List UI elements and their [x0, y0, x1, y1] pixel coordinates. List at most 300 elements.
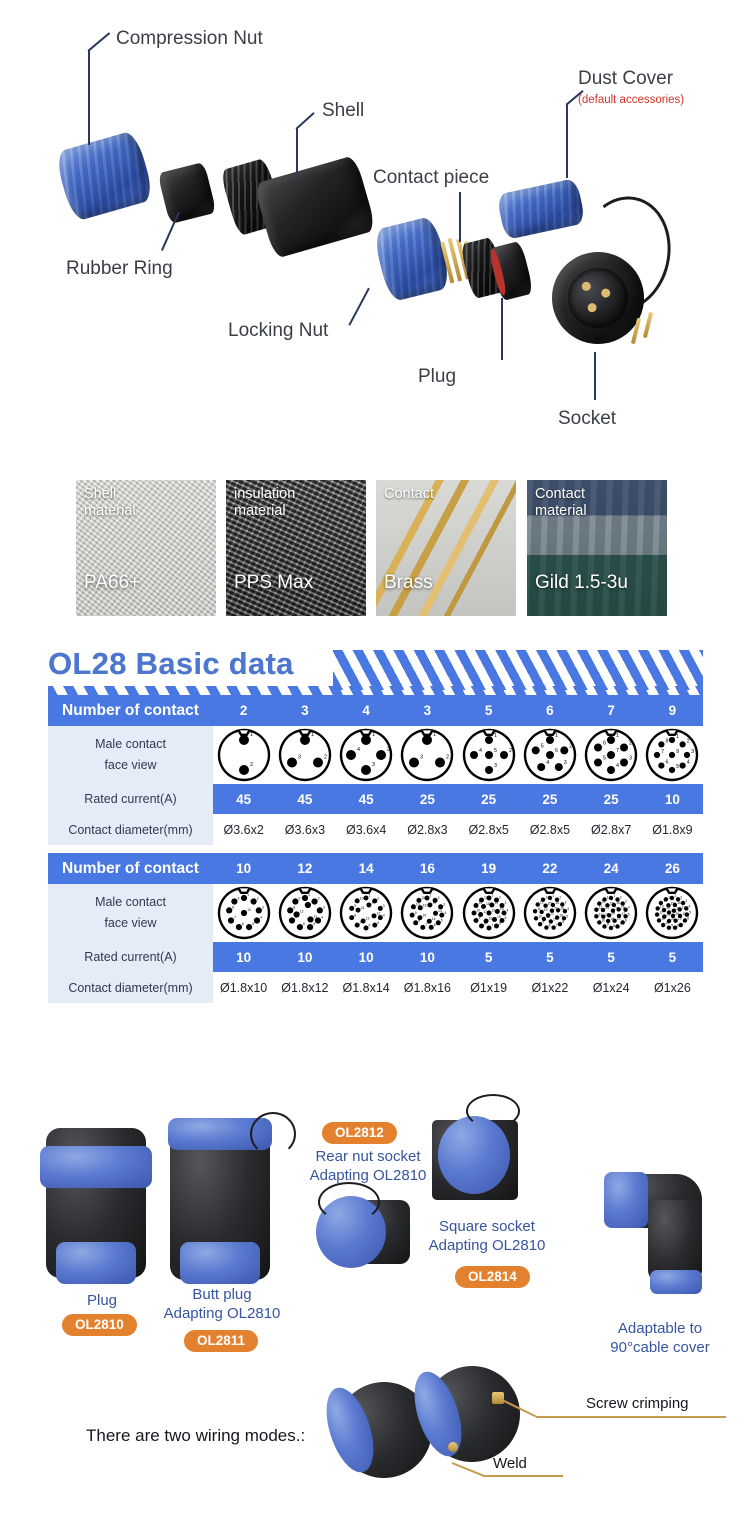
svg-text:13: 13 — [494, 900, 498, 905]
variant-image-butt-plug-tail — [180, 1242, 260, 1284]
svg-text:17: 17 — [552, 917, 557, 922]
svg-text:2: 2 — [437, 896, 440, 901]
leader-locking-nut — [348, 288, 369, 326]
svg-text:19: 19 — [678, 916, 682, 921]
svg-text:14: 14 — [606, 895, 611, 900]
cell-contact-face-diagram — [458, 884, 519, 942]
svg-text:5: 5 — [627, 912, 630, 917]
leader-screw-flat — [536, 1416, 726, 1418]
svg-text:13: 13 — [660, 904, 665, 909]
svg-text:8: 8 — [677, 923, 680, 928]
svg-text:5: 5 — [313, 922, 315, 927]
svg-text:2: 2 — [323, 754, 327, 761]
svg-text:16: 16 — [677, 901, 682, 905]
leader-dust-cover — [566, 104, 568, 178]
title-stripe-pattern — [333, 650, 703, 690]
leader-shell — [296, 128, 298, 178]
cell-rated-current: 10 — [642, 784, 703, 814]
svg-text:2: 2 — [377, 896, 380, 901]
cell-rated-current: 45 — [336, 784, 397, 814]
svg-text:9: 9 — [671, 923, 674, 928]
svg-text:6: 6 — [302, 922, 305, 927]
page-title: OL28 Basic data — [48, 646, 294, 681]
cell-rated-current: 10 — [274, 942, 335, 972]
cell-contact-diameter: Ø2.8x5 — [519, 814, 580, 845]
svg-text:3: 3 — [322, 905, 325, 910]
svg-text:3: 3 — [372, 762, 376, 768]
cell-contact-diameter: Ø1.8x10 — [213, 972, 274, 1003]
svg-text:3: 3 — [443, 902, 446, 907]
svg-text:19: 19 — [610, 917, 615, 921]
cell-contact-face-diagram — [581, 726, 642, 784]
rear-nut-lanyard — [318, 1182, 380, 1222]
svg-text:2: 2 — [559, 895, 561, 900]
svg-text:26: 26 — [671, 908, 676, 913]
svg-text:14: 14 — [554, 901, 559, 905]
svg-text:20: 20 — [671, 917, 676, 921]
cell-contact-face-diagram — [336, 884, 397, 942]
variant-label-square-socket: Square socket Adapting OL2810 — [428, 1218, 546, 1254]
svg-text:21: 21 — [553, 906, 558, 911]
svg-text:2: 2 — [629, 740, 633, 747]
svg-text:2: 2 — [687, 738, 691, 745]
svg-text:9: 9 — [478, 916, 481, 921]
svg-text:12: 12 — [598, 905, 603, 910]
svg-text:4: 4 — [506, 908, 509, 913]
svg-text:12: 12 — [376, 911, 381, 916]
svg-text:1: 1 — [552, 894, 554, 898]
material-card-shell-material — [76, 480, 216, 616]
variant-image-elbow-nut — [604, 1172, 648, 1228]
svg-text:2: 2 — [508, 748, 512, 754]
svg-text:7: 7 — [616, 748, 620, 754]
table-row-face-view — [48, 884, 703, 942]
variants-section — [0, 1090, 750, 1519]
cell-number-of-contact: 24 — [581, 853, 642, 884]
svg-text:11: 11 — [421, 896, 426, 901]
variant-image-elbow-tail — [650, 1270, 702, 1294]
svg-text:10: 10 — [246, 908, 251, 913]
svg-text:3: 3 — [563, 760, 567, 767]
svg-text:10: 10 — [359, 896, 364, 901]
svg-text:4: 4 — [616, 763, 620, 769]
svg-text:21: 21 — [605, 906, 610, 911]
svg-text:17: 17 — [621, 911, 626, 916]
svg-text:2: 2 — [446, 754, 450, 761]
svg-text:11: 11 — [478, 901, 482, 906]
cell-number-of-contact: 5 — [458, 695, 519, 726]
svg-text:13: 13 — [601, 899, 606, 904]
svg-text:18: 18 — [545, 914, 550, 919]
svg-text:6: 6 — [554, 748, 558, 754]
wiring-label-weld: Weld — [493, 1455, 527, 1472]
svg-text:4: 4 — [444, 910, 447, 915]
variant-badge-square-socket: OL2814 — [455, 1266, 530, 1288]
variant-label-butt-plug: Butt plug Adapting OL2810 — [163, 1286, 281, 1322]
svg-text:8: 8 — [231, 905, 234, 910]
svg-text:8: 8 — [548, 923, 551, 928]
svg-text:2: 2 — [387, 747, 391, 753]
svg-text:7: 7 — [425, 923, 428, 928]
svg-text:9: 9 — [676, 748, 680, 755]
svg-text:14: 14 — [663, 899, 668, 903]
basic-data-table — [48, 695, 703, 1003]
svg-text:1: 1 — [433, 732, 437, 738]
svg-text:4: 4 — [688, 904, 691, 909]
table-row-rated-current — [48, 784, 703, 814]
svg-text:10: 10 — [601, 918, 606, 923]
table-row-rated-current — [48, 942, 703, 972]
svg-text:1: 1 — [429, 893, 432, 898]
svg-text:5: 5 — [251, 922, 254, 927]
leader-shell-elbow — [295, 112, 314, 129]
svg-text:22: 22 — [666, 906, 671, 911]
svg-text:9: 9 — [354, 904, 357, 909]
svg-text:9: 9 — [298, 896, 301, 901]
svg-text:22: 22 — [550, 911, 554, 916]
cell-contact-diameter: Ø2.8x5 — [458, 814, 519, 845]
part-dust-cover — [496, 178, 586, 240]
part-rubber-ring — [157, 162, 216, 224]
material-value: Brass — [384, 572, 433, 593]
svg-text:14: 14 — [360, 905, 365, 910]
svg-text:15: 15 — [616, 901, 621, 905]
cell-contact-diameter: Ø3.6x4 — [336, 814, 397, 845]
row-label-number-of-contact: Number of contact — [48, 695, 213, 726]
svg-text:1: 1 — [246, 893, 249, 898]
svg-text:2: 2 — [317, 896, 320, 901]
cell-contact-diameter: Ø1.8x12 — [274, 972, 335, 1003]
row-label-face-view: Male contact face view — [48, 726, 213, 784]
svg-text:16: 16 — [423, 903, 427, 908]
leader-socket — [594, 352, 596, 400]
svg-text:5: 5 — [676, 763, 680, 770]
svg-text:18: 18 — [616, 916, 621, 921]
variant-label-rear-nut: Rear nut socket Adapting OL2810 — [309, 1148, 427, 1184]
cell-number-of-contact: 2 — [213, 695, 274, 726]
svg-text:6: 6 — [687, 916, 690, 921]
svg-text:5: 5 — [377, 920, 380, 925]
svg-text:10: 10 — [476, 908, 480, 913]
svg-text:16: 16 — [559, 913, 563, 918]
svg-text:10: 10 — [538, 914, 542, 919]
cell-number-of-contact: 7 — [581, 695, 642, 726]
svg-text:6: 6 — [434, 923, 436, 928]
svg-text:20: 20 — [547, 901, 552, 906]
leader-contact-piece — [459, 192, 461, 242]
svg-text:17: 17 — [682, 905, 687, 910]
svg-text:6: 6 — [241, 922, 244, 927]
callout-contact-piece: Contact piece — [373, 167, 490, 188]
svg-text:1: 1 — [613, 894, 616, 898]
svg-text:13: 13 — [438, 909, 443, 913]
cell-number-of-contact: 9 — [642, 695, 703, 726]
svg-text:3: 3 — [261, 905, 264, 910]
cell-number-of-contact: 26 — [642, 853, 703, 884]
svg-text:5: 5 — [689, 910, 692, 915]
svg-text:24: 24 — [611, 911, 616, 916]
svg-text:19: 19 — [543, 907, 548, 912]
socket-pin-b — [643, 312, 653, 338]
materials-strip — [0, 466, 750, 630]
cell-rated-current: 45 — [213, 784, 274, 814]
variant-badge-butt-plug: OL2811 — [184, 1330, 258, 1352]
row-label-contact-diameter: Contact diameter(mm) — [48, 972, 213, 1003]
cell-contact-diameter: Ø1x24 — [581, 972, 642, 1003]
row-label-contact-diameter: Contact diameter(mm) — [48, 814, 213, 845]
svg-text:16: 16 — [621, 905, 625, 910]
svg-text:10: 10 — [310, 900, 315, 905]
svg-text:23: 23 — [615, 906, 620, 911]
material-caption: Contact material — [535, 486, 587, 520]
material-card-contact — [376, 480, 516, 616]
cell-rated-current: 5 — [581, 942, 642, 972]
cell-number-of-contact: 12 — [274, 853, 335, 884]
cell-rated-current: 25 — [458, 784, 519, 814]
svg-text:8: 8 — [354, 913, 357, 918]
exploded-diagram — [0, 0, 750, 450]
svg-text:12: 12 — [432, 900, 437, 905]
svg-text:3: 3 — [629, 755, 633, 762]
wiring-label-screw-crimping: Screw crimping — [586, 1395, 689, 1412]
svg-text:9: 9 — [415, 910, 417, 915]
material-value: PA66+ — [84, 572, 141, 593]
cell-rated-current: 45 — [274, 784, 335, 814]
svg-text:3: 3 — [685, 899, 688, 903]
row-label-rated-current: Rated current(A) — [48, 784, 213, 814]
svg-text:6: 6 — [561, 920, 564, 925]
butt-plug-lanyard — [250, 1112, 296, 1156]
svg-text:6: 6 — [498, 921, 501, 926]
svg-text:13: 13 — [365, 916, 370, 921]
cell-contact-face-diagram — [397, 884, 458, 942]
svg-text:6: 6 — [665, 759, 669, 766]
cell-rated-current: 10 — [397, 942, 458, 972]
svg-text:5: 5 — [493, 748, 497, 754]
svg-text:1: 1 — [249, 732, 253, 738]
callout-locking-nut: Locking Nut — [228, 320, 329, 341]
variant-image-plug-tail — [56, 1242, 136, 1284]
cell-number-of-contact: 4 — [336, 695, 397, 726]
variant-image-square-socket-cap — [438, 1116, 510, 1194]
svg-text:7: 7 — [294, 915, 297, 920]
leader-compression-nut — [88, 50, 90, 145]
svg-text:7: 7 — [661, 748, 665, 755]
svg-text:10: 10 — [665, 921, 670, 926]
svg-text:23: 23 — [670, 901, 675, 906]
svg-text:25: 25 — [675, 911, 680, 916]
table-row-face-view — [48, 726, 703, 784]
cell-contact-diameter: Ø1x26 — [642, 972, 703, 1003]
svg-text:4: 4 — [546, 760, 550, 767]
svg-text:5: 5 — [504, 916, 507, 921]
cell-number-of-contact: 16 — [397, 853, 458, 884]
variant-badge-rear-nut: OL2812 — [322, 1122, 397, 1144]
svg-text:15: 15 — [422, 913, 427, 918]
svg-text:5: 5 — [441, 918, 444, 923]
variant-label-elbow: Adaptable to 90°cable cover — [610, 1320, 710, 1356]
cell-contact-diameter: Ø1.8x16 — [397, 972, 458, 1003]
svg-text:9: 9 — [237, 896, 240, 901]
svg-text:11: 11 — [598, 912, 603, 917]
svg-text:8: 8 — [483, 921, 486, 926]
svg-text:1: 1 — [372, 732, 376, 738]
cell-contact-face-diagram — [642, 884, 703, 942]
svg-text:7: 7 — [233, 915, 236, 920]
svg-text:4: 4 — [566, 907, 569, 912]
leader-compression-nut-elbow — [87, 32, 109, 51]
cell-rated-current: 25 — [397, 784, 458, 814]
cell-contact-face-diagram — [519, 726, 580, 784]
svg-text:8: 8 — [293, 905, 296, 910]
svg-text:8: 8 — [613, 924, 616, 928]
cell-number-of-contact: 3 — [274, 695, 335, 726]
svg-text:19: 19 — [491, 908, 495, 913]
cell-rated-current: 5 — [458, 942, 519, 972]
svg-text:3: 3 — [297, 754, 301, 761]
svg-text:10: 10 — [416, 902, 421, 907]
svg-text:1: 1 — [554, 733, 558, 739]
svg-text:3: 3 — [382, 904, 385, 909]
svg-text:4: 4 — [478, 748, 482, 754]
row-label-rated-current: Rated current(A) — [48, 942, 213, 972]
svg-text:6: 6 — [368, 923, 371, 928]
svg-text:2: 2 — [680, 895, 683, 900]
svg-text:24: 24 — [676, 906, 681, 911]
svg-text:11: 11 — [537, 907, 541, 912]
svg-text:2: 2 — [249, 762, 253, 768]
material-caption: insulation material — [234, 486, 296, 520]
part-locking-nut — [372, 215, 452, 302]
svg-text:7: 7 — [619, 922, 622, 927]
cell-number-of-contact: 10 — [213, 853, 274, 884]
svg-text:8: 8 — [665, 738, 669, 745]
svg-text:22: 22 — [609, 901, 614, 906]
row-label-number-of-contact: Number of contact — [48, 853, 213, 884]
row-label-face-view: Male contact face view — [48, 884, 213, 942]
cell-rated-current: 10 — [336, 942, 397, 972]
cell-rated-current: 10 — [213, 942, 274, 972]
cell-rated-current: 25 — [581, 784, 642, 814]
callout-rubber-ring: Rubber Ring — [66, 258, 173, 279]
svg-text:7: 7 — [359, 920, 362, 925]
leader-weld-flat — [483, 1475, 563, 1477]
material-caption: Contact — [384, 486, 434, 502]
cell-contact-diameter: Ø3.6x2 — [213, 814, 274, 845]
svg-text:4: 4 — [259, 915, 262, 920]
svg-text:17: 17 — [482, 910, 487, 915]
cell-contact-face-diagram — [397, 726, 458, 784]
svg-text:4: 4 — [627, 905, 630, 910]
cell-contact-face-diagram — [274, 726, 335, 784]
svg-text:11: 11 — [313, 914, 318, 919]
material-value: Gild 1.5-3u — [535, 572, 628, 593]
callout-dust-cover-note: (default accessories) — [578, 94, 685, 106]
cell-number-of-contact: 6 — [519, 695, 580, 726]
callout-plug: Plug — [418, 366, 457, 387]
svg-text:11: 11 — [661, 916, 666, 921]
table-block-gap — [48, 845, 703, 853]
svg-text:4: 4 — [687, 759, 691, 766]
svg-text:12: 12 — [299, 909, 304, 914]
svg-text:13: 13 — [545, 895, 549, 900]
svg-text:16: 16 — [488, 916, 493, 921]
variant-badge-plug: OL2810 — [62, 1314, 137, 1336]
callout-shell: Shell — [322, 100, 365, 121]
basic-data-section — [0, 640, 750, 1088]
table-row-number-of-contact — [48, 695, 703, 726]
variant-label-plug: Plug — [86, 1292, 118, 1309]
material-value: PPS Max — [234, 572, 314, 593]
material-card-insulation-material — [226, 480, 366, 616]
svg-text:1: 1 — [616, 733, 620, 739]
cell-contact-face-diagram — [458, 726, 519, 784]
svg-text:2: 2 — [569, 743, 573, 750]
material-caption: Shell material — [84, 486, 136, 520]
svg-text:4: 4 — [320, 915, 323, 920]
svg-text:15: 15 — [496, 915, 501, 920]
svg-text:5: 5 — [603, 755, 607, 762]
svg-text:11: 11 — [371, 900, 376, 905]
svg-text:5: 5 — [540, 743, 544, 750]
svg-text:18: 18 — [682, 911, 687, 916]
svg-text:18: 18 — [485, 902, 490, 907]
cell-rated-current: 5 — [642, 942, 703, 972]
cell-contact-face-diagram — [336, 726, 397, 784]
wiring-intro-text: There are two wiring modes.: — [86, 1426, 306, 1445]
cell-contact-diameter: Ø1x19 — [458, 972, 519, 1003]
svg-text:21: 21 — [666, 912, 671, 917]
svg-text:14: 14 — [499, 907, 504, 912]
svg-text:14: 14 — [432, 916, 436, 921]
callout-dust-cover: Dust Cover — [578, 68, 674, 89]
svg-text:2: 2 — [498, 895, 501, 900]
svg-text:1: 1 — [676, 733, 680, 740]
cell-number-of-contact: 19 — [458, 853, 519, 884]
svg-text:7: 7 — [683, 921, 686, 926]
cell-number-of-contact: 14 — [336, 853, 397, 884]
svg-text:6: 6 — [603, 740, 607, 747]
cell-contact-diameter: Ø1x22 — [519, 972, 580, 1003]
svg-text:2: 2 — [619, 895, 622, 900]
cell-contact-face-diagram — [519, 884, 580, 942]
svg-text:5: 5 — [566, 914, 568, 919]
svg-text:4: 4 — [382, 913, 385, 918]
table-row-number-of-contact — [48, 853, 703, 884]
svg-text:3: 3 — [625, 899, 627, 904]
cell-contact-face-diagram — [274, 884, 335, 942]
svg-text:2: 2 — [256, 896, 259, 901]
square-socket-lanyard — [466, 1094, 520, 1128]
cell-number-of-contact: 3 — [397, 695, 458, 726]
cell-contact-diameter: Ø2.8x3 — [397, 814, 458, 845]
svg-text:8: 8 — [418, 918, 421, 923]
table-row-contact-diameter — [48, 972, 703, 1003]
svg-text:6: 6 — [625, 918, 627, 923]
svg-text:20: 20 — [605, 912, 610, 917]
svg-text:3: 3 — [420, 754, 424, 761]
svg-text:12: 12 — [539, 900, 544, 905]
cell-contact-diameter: Ø1.8x9 — [642, 814, 703, 845]
cell-rated-current: 5 — [519, 942, 580, 972]
svg-text:1: 1 — [307, 893, 310, 898]
svg-text:9: 9 — [606, 922, 609, 927]
callout-compression-nut: Compression Nut — [116, 28, 263, 49]
svg-text:12: 12 — [483, 895, 488, 900]
gap-cell — [48, 845, 703, 853]
svg-text:1: 1 — [674, 894, 677, 898]
svg-text:7: 7 — [491, 923, 494, 928]
